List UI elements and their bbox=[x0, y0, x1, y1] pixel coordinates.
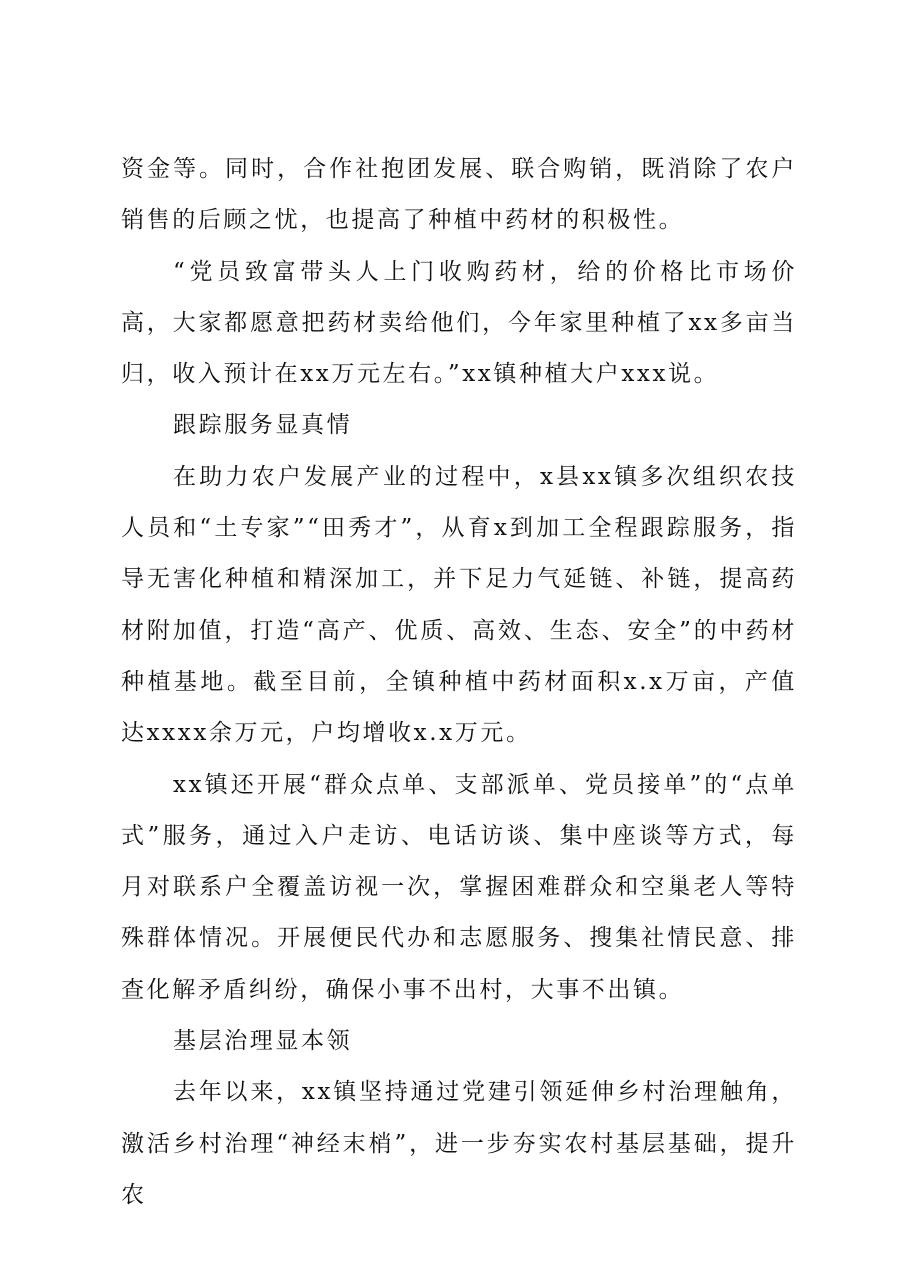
paragraph-governance-intro: 去年以来，xx镇坚持通过党建引领延伸乡村治理触角，激活乡村治理“神经末梢”，进一步夯实农村基层基础，提升农 bbox=[121, 1079, 797, 1208]
section-heading-grassroots-governance: 基层治理显本领 bbox=[173, 1028, 353, 1055]
paragraph-grower-quote: “党员致富带头人上门收购药材，给的价格比市场价高，大家都愿意把药材卖给他们，今年家里种植了xx多亩当归，收入预计在xx万元左右。”xx镇种植大户xxx说。 bbox=[121, 258, 797, 388]
paragraph-order-service: xx镇还开展“群众点单、支部派单、党员接单”的“点单式”服务，通过入户走访、电话访谈、集中座谈等方式，每月对联系户全覆盖访视一次，掌握困难群众和空巢老人等特殊群体情况。开展便民代办和志愿服务、搜集社情民意、排查化解矛盾纠纷，确保小事不出村，大事不出镇。 bbox=[121, 771, 797, 1003]
section-heading-tracking-service: 跟踪服务显真情 bbox=[173, 412, 353, 439]
document-body bbox=[121, 144, 797, 1221]
paragraph-technical-support: 在助力农户发展产业的过程中，x县xx镇多次组织农技人员和“土专家”“田秀才”，从育x到加工全程跟踪服务，指导无害化种植和精深加工，并下足力气延链、补链，提高药材附加值，打造“高产、优质、高效、生态、安全”的中药材种植基地。截至目前，全镇种植中药材面积x.x万亩，产值达xxxx余万元，户均增收x.x万元。 bbox=[121, 463, 797, 747]
paragraph-cooperative-sales: 资金等。同时，合作社抱团发展、联合购销，既消除了农户销售的后顾之忧，也提高了种植中药材的积极性。 bbox=[121, 156, 797, 234]
